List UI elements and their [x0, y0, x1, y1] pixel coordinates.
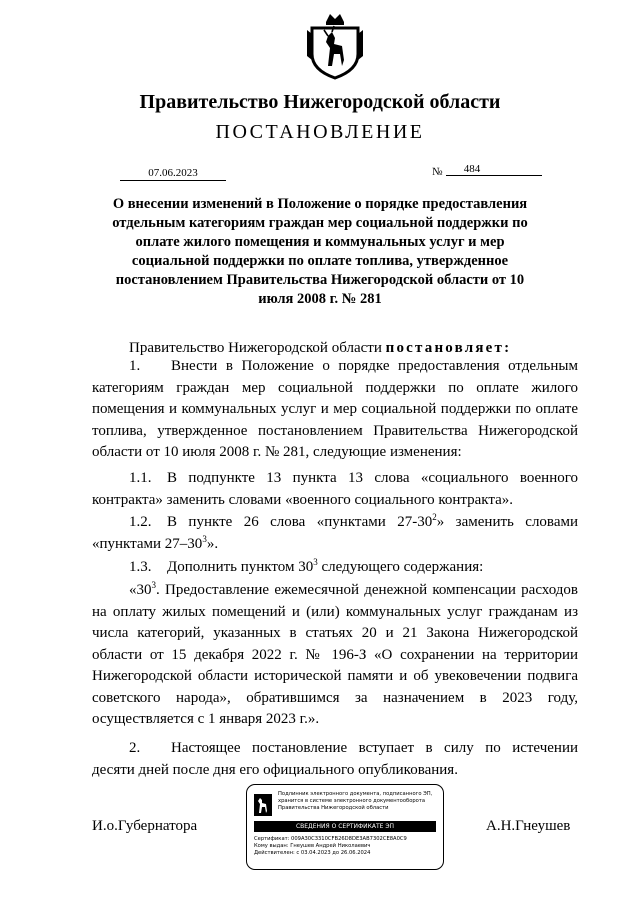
signature-position: И.о.Губернатора	[92, 818, 198, 834]
paragraph-1-3	[92, 557, 578, 579]
electronic-signature-stamp	[246, 784, 444, 870]
paragraph-1-2-text-b: » заменить словами «пунктами 27–30	[92, 514, 578, 552]
stamp-issued-to: Кому выдан: Гнеушев Андрей Николаевич	[254, 843, 371, 849]
stamp-certificate: Сертификат: 009A30C3310CFB26D8DE3AB7302CE8A0C9	[254, 836, 407, 842]
paragraph-1-3-sup: 3	[313, 557, 318, 567]
intro-emphasis: постановляет:	[385, 340, 512, 356]
paragraph-1-3-text-b: следующего содержания:	[317, 559, 484, 575]
coat-of-arms-icon	[304, 8, 366, 80]
paragraph-1-text: Внести в Положение о порядке предоставления отдельным категориям граждан мер социальной поддержки по оплате жилого помещения и коммунальных услуг и мер социальной поддержки по оплате топлива, утвержденное постановлением Правительства Нижегородской области от 10 июля 2008 г. № 281, следующие изменения:	[92, 358, 578, 460]
document-number	[446, 163, 542, 176]
stamp-line-2: хранится в системе электронного документооборота	[278, 798, 426, 804]
government-title: Правительство Нижегородской области	[139, 91, 501, 113]
paragraph-1-1	[92, 468, 578, 511]
stamp-caption	[278, 791, 438, 812]
point-30-3-text-b: . Предоставление ежемесячной денежной компенсации расходов на оплату жилых помещений и (или) коммунальных услуг гражданам из числа категорий, указанных в статьях 20 и 21 Закона Нижегородской области от 15 декабря 2022 г. № 196-З «О сохранении на территории Нижегородской области исторической памяти и об увековечении подвига советского народа», обратившимся за назначением в 2023 году, осуществляется с 1 января 2023 г.».	[92, 582, 578, 727]
document-type: ПОСТАНОВЛЕНИЕ	[215, 121, 425, 143]
stamp-details	[254, 836, 438, 857]
paragraph-1-2-number: 1.2.	[129, 514, 152, 530]
paragraph-1	[92, 356, 578, 464]
stamp-title: СВЕДЕНИЯ О СЕРТИФИКАТЕ ЭП	[254, 821, 436, 832]
point-30-3-sup: 3	[151, 580, 156, 590]
point-30-3	[92, 580, 578, 731]
paragraph-1-2-text-a: В пункте 26 слова «пунктами 27-30	[167, 514, 433, 530]
paragraph-1-2-text-c: ».	[206, 535, 219, 552]
document-date: 07.06.2023	[120, 167, 226, 181]
paragraph-2	[92, 738, 578, 781]
stamp-validity: Действителен: с 03.04.2023 до 26.06.2024	[254, 850, 371, 856]
paragraph-1-2	[92, 512, 578, 555]
paragraph-1-1-number: 1.1.	[129, 470, 152, 486]
stamp-line-3: Правительства Нижегородской области	[278, 805, 389, 811]
signature-name: А.Н.Гнеушев	[486, 818, 571, 834]
paragraph-1-3-text-a: Дополнить пунктом 30	[167, 559, 314, 575]
number-label: №	[432, 166, 443, 178]
paragraph-1-number: 1.	[129, 358, 141, 374]
paragraph-1-2-sup-2: 3	[202, 533, 207, 544]
paragraph-2-number: 2.	[129, 740, 141, 756]
intro-text: Правительство Нижегородской области	[129, 340, 382, 356]
paragraph-1-3-number: 1.3.	[129, 559, 152, 575]
paragraph-1-1-text: В подпункте 13 пункта 13 слова «социального военного контракта» заменить словами «военного социального контракта».	[92, 470, 578, 508]
stamp-line-1: Подлинник электронного документа, подписанного ЭП,	[278, 791, 433, 797]
point-30-3-text-a: «30	[129, 582, 152, 598]
paragraph-1-2-sup-1: 2	[432, 512, 437, 522]
paragraph-2-text: Настоящее постановление вступает в силу по истечении десяти дней после дня его официального опубликования.	[92, 740, 578, 778]
stamp-emblem-icon	[254, 794, 272, 816]
document-heading: О внесении изменений в Положение о порядке предоставления отдельным категориям граждан мер социальной поддержки по оплате жилого помещения и коммунальных услуг и мер социальной поддержки по оплате топлива, утвержденное постановлением Правительства Нижегородской области от 10 июля 2008 г. № 281	[112, 196, 528, 307]
document-number-value: 484	[463, 163, 481, 175]
